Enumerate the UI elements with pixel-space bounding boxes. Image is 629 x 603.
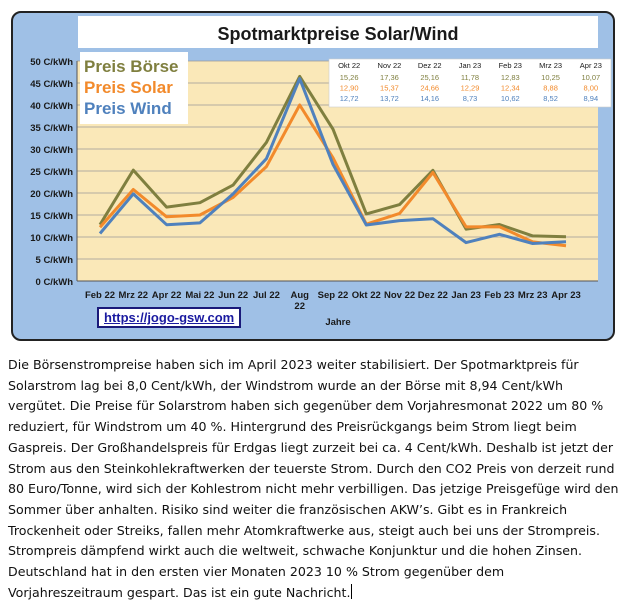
data-table-cell: 10,25 — [541, 73, 560, 82]
y-tick-label: 30 C/kWh — [30, 145, 73, 156]
x-tick-label: Mai 22 — [185, 290, 215, 301]
data-table-cell: 12,29 — [460, 83, 480, 93]
website-link[interactable]: https://jogo-gsw.com — [97, 307, 241, 328]
x-tick-label: Jul 22 — [252, 290, 280, 301]
x-tick-label: Nov 22 — [383, 290, 416, 301]
x-tick-label: Feb 23 — [484, 290, 515, 301]
data-table-cell: 14,16 — [420, 94, 440, 103]
x-tick-label: Feb 22 — [84, 290, 116, 301]
y-tick-label: 20 C/kWh — [30, 189, 73, 200]
data-table-header: Jan 23 — [458, 61, 482, 70]
x-tick-label: Mrz 23 — [517, 290, 548, 301]
data-table-cell: 10,07 — [581, 73, 601, 82]
x-tick-label: Aug — [290, 290, 309, 301]
legend-entry: Preis Wind — [84, 99, 172, 118]
data-table-cell: 17,36 — [380, 73, 399, 82]
data-table-header: Apr 23 — [579, 61, 602, 70]
y-tick-label: 35 C/kWh — [30, 123, 73, 134]
x-tick-label: Mrz 22 — [118, 290, 149, 301]
data-table-cell: 15,37 — [380, 83, 399, 93]
legend-entry: Preis Börse — [84, 57, 179, 76]
y-tick-label: 15 C/kWh — [30, 211, 73, 222]
data-table-header: Okt 22 — [338, 61, 361, 70]
y-tick-label: 40 C/kWh — [30, 101, 73, 112]
x-axis-label: Jahre — [325, 317, 351, 328]
article-paragraph: Die Börsenstrompreise haben sich im April 2023 weiter stabilisiert. Der Spotmarktpreis für Solarstrom lag bei 8,0 Cent/kWh, der Windstrom wurde an der Börse mit 8,94 Cent/kWh vergütet. Die Preise für Solarstrom haben sich gegenüber dem Vorjahresmonat 2022 um 80 % reduziert, für Windstrom um 40 %. Hintergrund des Preisrückgangs beim Strom liegt beim Gaspreis. Der Großhandelspreis für Erdgas liegt zurzeit bei ca. 4 Cent/kWh. Deshalb ist jetzt der Strom aus den Steinkohlekraftwerken der teuerste Strom. Durch den CO2 Preis von derzeit rund 80 Euro/Tonne, wird sich der Kohlestrom nicht mehr verbilligen. Das jetzige Preisgefüge wird den Sommer über anhalten. Risiko sind weiter die französischen AKW’s. Gibt es in Frankreich Trockenheit oder Streiks, fallen mehr Atomkraftwerke aus, steigt auch bei uns der Strompreis. Strompreis dämpfend wirkt auch die weltweit, schwache Konjunktur und die hohen Zinsen. Deutschland hat in den ersten vier Monaten 2023 10 % Strom gegenüber dem Vorjahreszeitraum gespart. Das ist ein gute Nachricht. — [8, 357, 619, 600]
y-tick-label: 0 C/kWh — [35, 277, 73, 288]
y-tick-label: 45 C/kWh — [30, 79, 73, 90]
x-tick-label: Jun 22 — [218, 290, 249, 301]
y-tick-label: 25 C/kWh — [30, 167, 73, 178]
data-table-cell: 24,66 — [420, 83, 440, 93]
data-table-cell: 12,72 — [339, 94, 359, 103]
data-table-header: Nov 22 — [377, 61, 402, 70]
data-table-cell: 25,16 — [420, 73, 440, 82]
x-tick-label: Apr 22 — [151, 290, 182, 301]
x-tick-label: Jan 23 — [451, 290, 481, 301]
x-tick-label: Sep 22 — [317, 290, 349, 301]
data-table-cell: 10,62 — [500, 94, 520, 103]
data-table-header: Feb 23 — [498, 61, 522, 70]
data-table-cell: 12,34 — [500, 83, 520, 93]
article-text — [8, 355, 620, 603]
data-table-header: Mrz 23 — [539, 61, 563, 70]
text-cursor — [351, 584, 352, 599]
y-tick-label: 50 C/kWh — [30, 57, 73, 68]
x-tick-label: Dez 22 — [417, 290, 448, 301]
data-table-cell: 8,00 — [583, 83, 599, 93]
data-table-cell: 12,90 — [339, 83, 359, 93]
data-table-header: Dez 22 — [417, 61, 442, 70]
x-tick-label: Okt 22 — [351, 290, 381, 301]
data-table-cell: 13,72 — [380, 94, 399, 103]
data-table-cell: 8,52 — [543, 94, 558, 103]
chart-title: Spotmarktpreise Solar/Wind — [217, 24, 459, 44]
data-table-cell: 8,73 — [462, 94, 478, 103]
x-tick-label: Apr 23 — [551, 290, 581, 301]
data-table-cell: 15,26 — [339, 73, 359, 82]
data-table-cell: 8,94 — [583, 94, 599, 103]
x-tick-label-line2: 22 — [294, 301, 306, 312]
data-table-cell: 11,78 — [460, 73, 480, 82]
y-tick-label: 10 C/kWh — [30, 233, 73, 244]
legend-entry: Preis Solar — [84, 78, 173, 97]
y-tick-label: 5 C/kWh — [35, 255, 73, 266]
data-table-cell: 12,83 — [500, 73, 520, 82]
data-table-cell: 8,88 — [543, 83, 558, 93]
